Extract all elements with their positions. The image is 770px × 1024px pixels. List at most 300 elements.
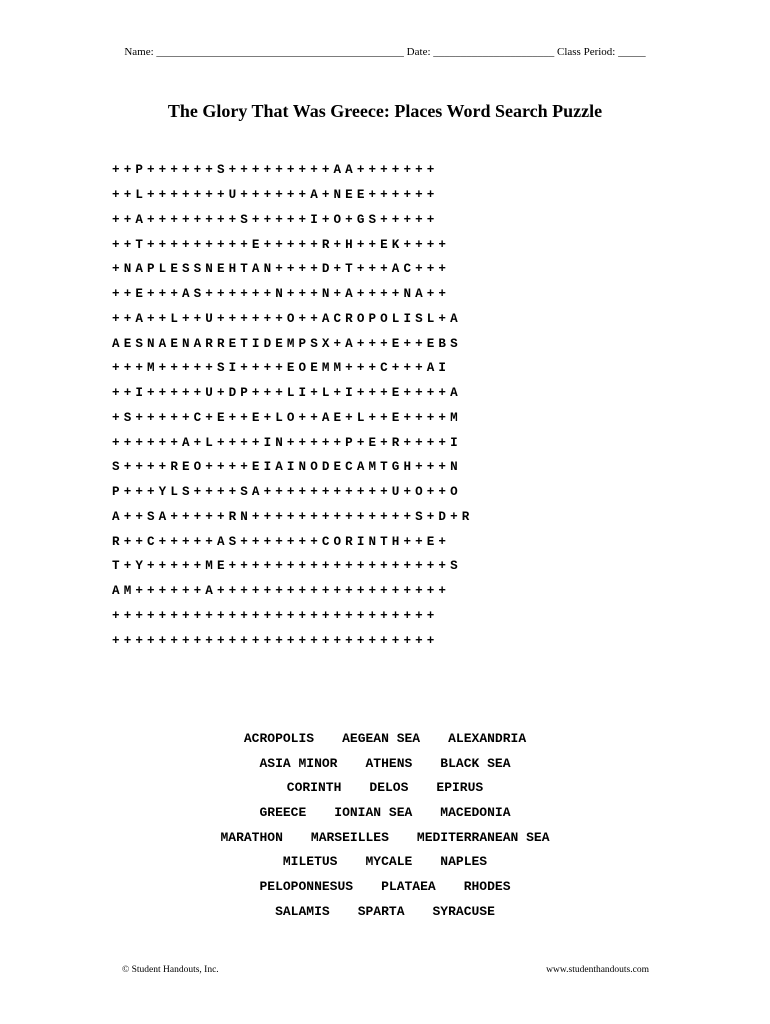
grid-cell: + — [228, 584, 237, 599]
grid-cell: + — [251, 584, 260, 599]
grid-cell: + — [403, 336, 412, 351]
grid-cell: + — [123, 509, 132, 524]
grid-cell: L — [321, 386, 330, 401]
grid-cell: + — [310, 633, 318, 648]
grid-cell: + — [310, 485, 318, 500]
grid-cell: + — [415, 188, 423, 203]
grid-cell: + — [403, 559, 412, 574]
grid-cell: A — [275, 460, 283, 475]
grid-cell: N — [403, 287, 412, 302]
grid-cell: + — [193, 608, 202, 623]
grid-cell: + — [345, 410, 353, 425]
grid-cell: + — [426, 262, 435, 277]
grid-cell: + — [321, 509, 330, 524]
grid-cell: + — [368, 188, 377, 203]
grid-cell: I — [251, 336, 260, 351]
grid-cell: P — [298, 336, 307, 351]
grid-cell: R — [170, 460, 178, 475]
grid-cell: + — [438, 410, 446, 425]
grid-cell: + — [228, 633, 237, 648]
grid-cell: + — [380, 386, 388, 401]
grid-cell: + — [240, 287, 248, 302]
grid-cell: + — [228, 237, 237, 252]
grid-cell: + — [112, 633, 120, 648]
grid-cell: E — [333, 410, 342, 425]
grid-cell: O — [286, 410, 295, 425]
grid-cell: + — [240, 608, 248, 623]
grid-cell: + — [263, 188, 272, 203]
grid-cell: + — [112, 262, 120, 277]
grid-cell: + — [403, 534, 412, 549]
grid-cell: + — [251, 435, 260, 450]
grid-cell: + — [345, 361, 353, 376]
grid-cell: + — [263, 163, 272, 178]
grid-cell: + — [356, 287, 365, 302]
grid-cell: + — [368, 336, 377, 351]
grid-cell: + — [147, 386, 155, 401]
grid-cell: + — [170, 287, 178, 302]
grid-cell: T — [380, 460, 388, 475]
grid-cell: + — [147, 188, 155, 203]
grid-cell: + — [321, 584, 330, 599]
grid-cell: + — [263, 633, 272, 648]
word-list — [0, 726, 770, 924]
grid-cell: + — [193, 633, 202, 648]
grid-cell: + — [135, 460, 143, 475]
grid-cell: + — [403, 410, 412, 425]
grid-cell: E — [391, 336, 400, 351]
word-list-item: ATHENS — [365, 755, 413, 771]
grid-cell: + — [321, 163, 330, 178]
grid-cell: + — [193, 163, 202, 178]
grid-cell: P — [135, 163, 143, 178]
grid-cell: + — [251, 608, 260, 623]
grid-cell: + — [216, 608, 225, 623]
grid-cell: P — [345, 435, 353, 450]
grid-cell: N — [240, 509, 248, 524]
grid-cell: A — [193, 336, 202, 351]
grid-cell: + — [193, 509, 202, 524]
grid-cell: + — [181, 311, 190, 326]
grid-cell: + — [112, 435, 120, 450]
word-list-item: MEDITERRANEAN SEA — [416, 829, 550, 845]
grid-cell: E — [135, 287, 143, 302]
grid-cell: + — [181, 361, 190, 376]
grid-cell: + — [251, 633, 260, 648]
grid-cell: + — [205, 410, 213, 425]
grid-cell: + — [403, 485, 412, 500]
grid-cell: + — [251, 559, 260, 574]
grid-cell: N — [263, 262, 272, 277]
grid-cell: S — [415, 311, 423, 326]
grid-cell: + — [240, 163, 248, 178]
grid-cell: E — [251, 460, 260, 475]
grid-cell: + — [426, 460, 435, 475]
grid-cell: E — [275, 336, 283, 351]
grid-cell: + — [181, 212, 190, 227]
grid-cell: C — [403, 262, 412, 277]
grid-cell: E — [345, 188, 353, 203]
grid-cell: + — [426, 633, 435, 648]
grid-cell: + — [216, 311, 225, 326]
grid-cell: E — [251, 410, 260, 425]
grid-cell: E — [228, 336, 237, 351]
grid-cell: + — [112, 311, 120, 326]
grid-cell: + — [275, 212, 283, 227]
grid-cell: P — [368, 311, 377, 326]
grid-cell: + — [251, 287, 260, 302]
grid-cell: + — [147, 287, 155, 302]
grid-cell: + — [205, 188, 213, 203]
grid-cell: + — [147, 435, 155, 450]
grid-cell: + — [403, 361, 412, 376]
grid-cell: + — [345, 608, 353, 623]
grid-row — [110, 505, 471, 530]
grid-cell: + — [123, 633, 132, 648]
grid-cell: + — [147, 311, 155, 326]
grid-cell: + — [240, 584, 248, 599]
grid-cell: + — [426, 584, 435, 599]
grid-cell: + — [263, 485, 272, 500]
grid-cell: + — [158, 608, 167, 623]
grid-cell: A — [205, 584, 213, 599]
grid-cell: P — [112, 485, 120, 500]
grid-cell: + — [415, 435, 423, 450]
grid-row — [110, 554, 471, 579]
word-list-item: MARATHON — [220, 829, 283, 845]
grid-cell: + — [333, 287, 342, 302]
grid-cell: + — [415, 386, 423, 401]
word-list-item: MARSEILLES — [310, 829, 389, 845]
grid-cell: A — [135, 262, 143, 277]
grid-cell: + — [415, 262, 423, 277]
grid-cell: A — [415, 287, 423, 302]
grid-cell: + — [193, 237, 202, 252]
grid-cell: + — [147, 485, 155, 500]
grid-cell: + — [368, 237, 377, 252]
grid-cell: R — [345, 311, 353, 326]
grid-cell: + — [263, 608, 272, 623]
grid-cell: + — [310, 262, 318, 277]
grid-cell: + — [368, 608, 377, 623]
grid-cell: + — [158, 212, 167, 227]
grid-cell: N — [450, 460, 458, 475]
grid-cell: + — [263, 287, 272, 302]
grid-cell: + — [240, 460, 248, 475]
grid-cell: L — [391, 311, 400, 326]
grid-cell: + — [135, 410, 143, 425]
grid-cell: + — [216, 212, 225, 227]
grid-cell: N — [147, 336, 155, 351]
grid-cell: + — [380, 188, 388, 203]
grid-cell: + — [181, 509, 190, 524]
grid-row — [110, 455, 471, 480]
grid-row — [110, 257, 471, 282]
grid-cell: S — [216, 361, 225, 376]
grid-cell: + — [286, 608, 295, 623]
grid-cell: + — [415, 608, 423, 623]
grid-cell: E — [391, 386, 400, 401]
grid-cell: U — [228, 188, 237, 203]
grid-cell: + — [275, 311, 283, 326]
grid-cell: + — [205, 361, 213, 376]
grid-cell: + — [298, 237, 307, 252]
grid-cell: S — [415, 509, 423, 524]
grid-cell: N — [298, 460, 307, 475]
grid-cell: + — [426, 188, 435, 203]
grid-cell: R — [391, 435, 400, 450]
grid-cell: + — [240, 633, 248, 648]
word-list-item: EPIRUS — [436, 780, 484, 796]
grid-cell: A — [321, 311, 330, 326]
grid-cell: T — [135, 237, 143, 252]
grid-cell: + — [135, 633, 143, 648]
grid-cell: + — [240, 410, 248, 425]
grid-cell: + — [356, 509, 365, 524]
grid-cell: + — [426, 237, 435, 252]
grid-cell: + — [286, 559, 295, 574]
grid-cell: S — [368, 212, 377, 227]
grid-cell: M — [333, 361, 342, 376]
grid-cell: A — [426, 361, 435, 376]
grid-cell: E — [123, 336, 132, 351]
grid-cell: I — [356, 534, 365, 549]
grid-cell: + — [310, 435, 318, 450]
grid-cell: + — [380, 410, 388, 425]
grid-cell: + — [415, 633, 423, 648]
grid-cell: + — [263, 237, 272, 252]
grid-cell: X — [321, 336, 330, 351]
grid-cell: + — [333, 559, 342, 574]
grid-cell: + — [193, 534, 202, 549]
grid-cell: + — [356, 584, 365, 599]
grid-row — [110, 579, 471, 604]
grid-row — [110, 307, 471, 332]
grid-cell: + — [147, 237, 155, 252]
grid-cell: A — [135, 212, 143, 227]
grid-row — [110, 604, 471, 629]
word-list-item: IONIAN SEA — [334, 804, 413, 820]
grid-cell: U — [205, 311, 213, 326]
grid-cell: + — [426, 410, 435, 425]
grid-cell: + — [356, 485, 365, 500]
grid-cell: + — [403, 608, 412, 623]
grid-cell: + — [298, 163, 307, 178]
word-list-item: ALEXANDRIA — [448, 730, 527, 746]
grid-cell: + — [170, 584, 178, 599]
grid-cell: A — [345, 336, 353, 351]
grid-cell: + — [368, 262, 377, 277]
grid-cell: A — [251, 262, 260, 277]
grid-cell: E — [170, 262, 178, 277]
grid-cell: P — [147, 262, 155, 277]
grid-cell: + — [205, 534, 213, 549]
grid-cell: E — [251, 237, 260, 252]
grid-cell: + — [403, 633, 412, 648]
grid-cell: + — [181, 534, 190, 549]
grid-cell: S — [181, 485, 190, 500]
grid-cell: + — [228, 311, 237, 326]
grid-cell: A — [158, 509, 167, 524]
grid-cell: + — [438, 311, 446, 326]
grid-cell: + — [333, 336, 342, 351]
word-list-item: MACEDONIA — [440, 804, 511, 820]
grid-cell: + — [298, 584, 307, 599]
grid-cell: + — [333, 584, 342, 599]
grid-cell: T — [240, 336, 248, 351]
grid-cell: + — [286, 287, 295, 302]
grid-cell: S — [181, 262, 190, 277]
grid-cell: N — [275, 287, 283, 302]
grid-cell: + — [310, 509, 318, 524]
grid-cell: + — [310, 237, 318, 252]
grid-cell: + — [286, 633, 295, 648]
grid-cell: + — [275, 633, 283, 648]
grid-cell: + — [286, 262, 295, 277]
word-list-item: GREECE — [259, 804, 307, 820]
grid-cell: + — [426, 485, 435, 500]
grid-cell: + — [251, 212, 260, 227]
grid-cell: + — [380, 212, 388, 227]
grid-cell: L — [205, 435, 213, 450]
grid-cell: + — [112, 410, 120, 425]
grid-cell: E — [356, 188, 365, 203]
grid-cell: + — [368, 485, 377, 500]
grid-cell: + — [123, 559, 132, 574]
grid-cell: M — [368, 460, 377, 475]
grid-cell: M — [450, 410, 458, 425]
grid-cell: O — [310, 460, 318, 475]
grid-cell: + — [181, 633, 190, 648]
grid-cell: + — [158, 287, 167, 302]
grid-cell: + — [193, 188, 202, 203]
word-list-item: NAPLES — [440, 854, 488, 870]
grid-cell: + — [286, 435, 295, 450]
grid-row — [110, 208, 471, 233]
grid-row — [110, 480, 471, 505]
grid-cell: + — [356, 262, 365, 277]
grid-cell: Y — [135, 559, 143, 574]
grid-cell: + — [123, 237, 132, 252]
grid-cell: + — [181, 163, 190, 178]
grid-cell: B — [438, 336, 446, 351]
grid-cell: + — [193, 386, 202, 401]
grid-cell: + — [170, 633, 178, 648]
grid-cell: + — [216, 237, 225, 252]
grid-cell: + — [123, 534, 132, 549]
grid-cell: E — [181, 460, 190, 475]
grid-cell: + — [181, 608, 190, 623]
grid-cell: + — [240, 311, 248, 326]
grid-cell: + — [181, 188, 190, 203]
grid-cell: N — [205, 262, 213, 277]
grid-row — [110, 406, 471, 431]
grid-cell: + — [286, 212, 295, 227]
grid-cell: S — [112, 460, 120, 475]
grid-cell: A — [181, 287, 190, 302]
grid-cell: + — [240, 237, 248, 252]
grid-cell: N — [275, 435, 283, 450]
grid-cell: + — [170, 188, 178, 203]
grid-cell: + — [333, 237, 342, 252]
grid-cell: + — [333, 633, 342, 648]
grid-cell: + — [298, 262, 307, 277]
grid-cell: + — [310, 311, 318, 326]
grid-cell: + — [205, 633, 213, 648]
grid-cell: + — [123, 188, 132, 203]
grid-cell: + — [275, 584, 283, 599]
grid-cell: + — [135, 485, 143, 500]
grid-cell: + — [158, 410, 167, 425]
grid-cell: S — [240, 212, 248, 227]
grid-cell: + — [158, 633, 167, 648]
grid-cell: + — [205, 485, 213, 500]
grid-cell: C — [193, 410, 202, 425]
grid-cell: M — [321, 361, 330, 376]
grid-cell: + — [170, 435, 178, 450]
grid-cell: + — [391, 188, 400, 203]
grid-cell: + — [181, 410, 190, 425]
grid-cell: + — [170, 410, 178, 425]
grid-cell: + — [205, 163, 213, 178]
grid-cell: A — [391, 262, 400, 277]
grid-cell: + — [403, 386, 412, 401]
grid-cell: M — [205, 559, 213, 574]
grid-cell: L — [170, 485, 178, 500]
word-list-row — [0, 825, 770, 850]
grid-cell: + — [321, 608, 330, 623]
grid-cell: + — [286, 584, 295, 599]
grid-cell: + — [112, 386, 120, 401]
grid-cell: + — [286, 237, 295, 252]
word-list-item: MILETUS — [282, 854, 338, 870]
grid-cell: + — [170, 163, 178, 178]
grid-cell: M — [123, 584, 132, 599]
grid-cell: + — [356, 633, 365, 648]
grid-cell: + — [240, 188, 248, 203]
grid-cell: + — [193, 559, 202, 574]
word-list-item: PELOPONNESUS — [259, 878, 354, 894]
grid-cell: S — [123, 410, 132, 425]
grid-cell: + — [251, 163, 260, 178]
word-list-item: SPARTA — [357, 903, 405, 919]
word-list-item: SYRACUSE — [432, 903, 495, 919]
grid-cell: + — [112, 212, 120, 227]
grid-cell: E — [216, 559, 225, 574]
grid-cell: + — [321, 212, 330, 227]
grid-cell: + — [415, 410, 423, 425]
grid-cell: + — [438, 534, 446, 549]
grid-cell: + — [147, 608, 155, 623]
word-list-item: DELOS — [369, 780, 409, 796]
grid-cell: H — [228, 262, 237, 277]
grid-cell: + — [310, 287, 318, 302]
grid-cell: + — [158, 361, 167, 376]
grid-cell: I — [345, 386, 353, 401]
grid-cell: + — [193, 361, 202, 376]
grid-cell: + — [356, 386, 365, 401]
grid-cell: + — [112, 163, 120, 178]
grid-cell: A — [112, 584, 120, 599]
grid-cell: + — [426, 509, 435, 524]
grid-cell: + — [158, 386, 167, 401]
grid-cell: + — [170, 212, 178, 227]
grid-cell: + — [251, 188, 260, 203]
grid-cell: L — [356, 410, 365, 425]
grid-cell: + — [275, 485, 283, 500]
grid-cell: + — [251, 361, 260, 376]
grid-cell: I — [298, 386, 307, 401]
